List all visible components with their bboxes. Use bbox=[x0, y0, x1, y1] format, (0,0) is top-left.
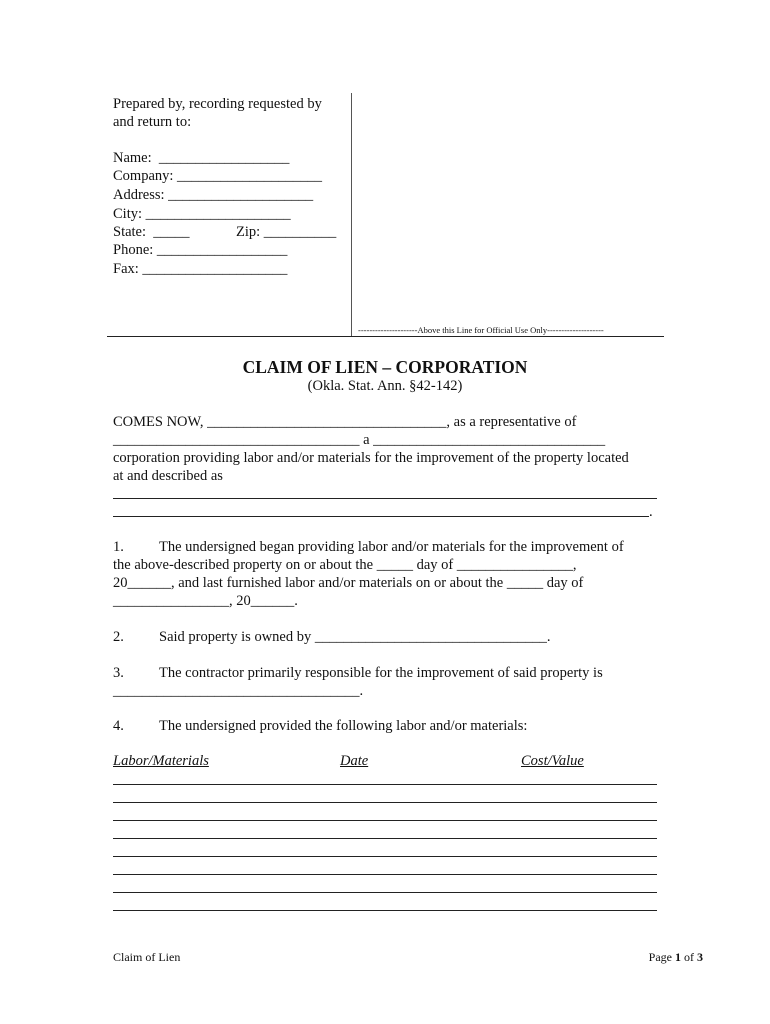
statute-reference: (Okla. Stat. Ann. §42-142) bbox=[307, 378, 463, 394]
intro-line1: COMES NOW, _________________________________, as a representative of bbox=[113, 414, 577, 430]
prepared-by-line2: and return to: bbox=[113, 114, 192, 130]
item4-text: The undersigned provided the following labor and/or materials: bbox=[159, 718, 528, 734]
intro-line3: corporation providing labor and/or materials for the improvement of the property located bbox=[113, 450, 629, 466]
table-row-line[interactable] bbox=[113, 838, 657, 839]
table-row-line[interactable] bbox=[113, 910, 657, 911]
column-header-cost-value: Cost/Value bbox=[521, 753, 584, 769]
current-page: 1 bbox=[675, 950, 681, 964]
state-field[interactable]: State: _____ bbox=[113, 224, 190, 240]
item3-line1: The contractor primarily responsible for the improvement of said property is bbox=[159, 665, 603, 681]
official-use-note: ---------------------Above this Line for Official Use Only-------------------- bbox=[358, 325, 604, 335]
phone-field[interactable]: Phone: __________________ bbox=[113, 242, 288, 258]
city-field[interactable]: City: ____________________ bbox=[113, 206, 291, 222]
header-divider-vertical bbox=[351, 93, 352, 336]
document-title: CLAIM OF LIEN – CORPORATION bbox=[242, 357, 528, 377]
zip-field[interactable]: Zip: __________ bbox=[236, 224, 337, 240]
column-header-date: Date bbox=[340, 753, 369, 769]
intro-line2: __________________________________ a ________________________________ bbox=[113, 432, 606, 448]
item2-number: 2. bbox=[113, 629, 124, 645]
item1-line1: The undersigned began providing labor and/or materials for the improvement of bbox=[159, 539, 624, 555]
table-row-line[interactable] bbox=[113, 892, 657, 893]
item4-number: 4. bbox=[113, 718, 124, 734]
address-field[interactable]: Address: ____________________ bbox=[113, 187, 314, 203]
total-pages: 3 bbox=[697, 950, 703, 964]
footer-page-number bbox=[649, 948, 703, 966]
item1-line2: the above-described property on or about the _____ day of ________________, bbox=[113, 557, 577, 573]
property-description-line1[interactable] bbox=[113, 498, 657, 499]
prepared-by-line1: Prepared by, recording requested by bbox=[113, 96, 322, 112]
table-row-line[interactable] bbox=[113, 874, 657, 875]
table-row-line[interactable] bbox=[113, 784, 657, 785]
intro-line4: at and described as bbox=[113, 468, 223, 484]
property-description-line2[interactable] bbox=[113, 516, 649, 517]
column-header-labor-materials: Labor/Materials bbox=[113, 753, 209, 769]
page-prefix: Page bbox=[648, 950, 675, 964]
fax-field[interactable]: Fax: ____________________ bbox=[113, 261, 288, 277]
name-field[interactable]: Name: __________________ bbox=[113, 150, 290, 166]
item3-number: 3. bbox=[113, 665, 124, 681]
table-row-line[interactable] bbox=[113, 856, 657, 857]
item1-line3: 20______, and last furnished labor and/or materials on or about the _____ day of bbox=[113, 575, 584, 591]
company-field[interactable]: Company: ____________________ bbox=[113, 168, 323, 184]
page-mid: of bbox=[681, 950, 697, 964]
header-divider-horizontal bbox=[107, 336, 664, 337]
table-row-line[interactable] bbox=[113, 802, 657, 803]
item2-text: Said property is owned by ________________________________. bbox=[159, 629, 551, 645]
footer-document-name: Claim of Lien bbox=[113, 950, 181, 964]
table-row-line[interactable] bbox=[113, 820, 657, 821]
item1-number: 1. bbox=[113, 539, 124, 555]
item3-line2: __________________________________. bbox=[113, 683, 364, 699]
item1-line4: ________________, 20______. bbox=[113, 593, 298, 609]
property-description-period: . bbox=[649, 504, 653, 520]
